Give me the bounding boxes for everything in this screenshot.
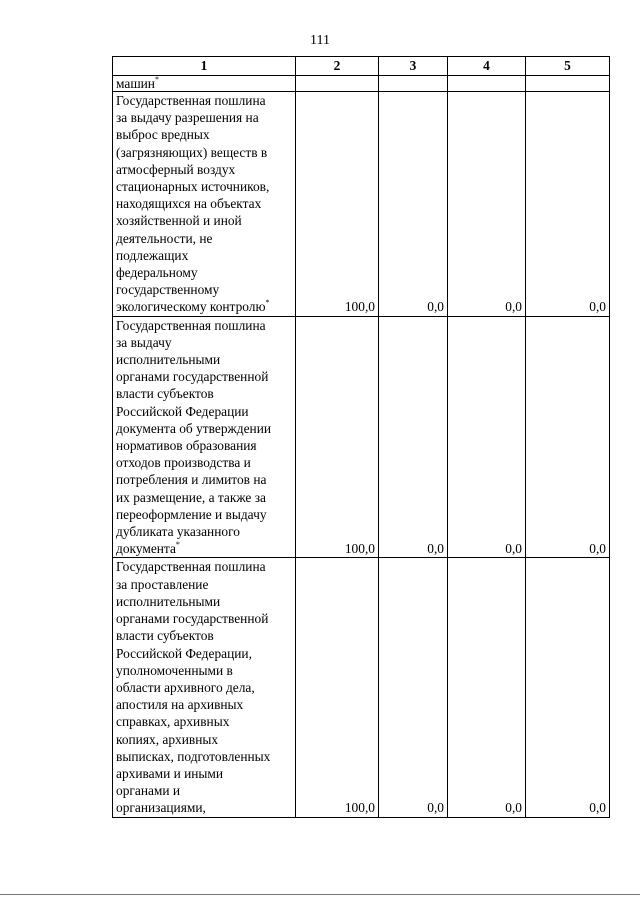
row-name-text: Государственная пошлина за выдачу исполнительными органами государственной власти субъектов Российской Федерации документа об утверждении нормативов образования отходов производства и потребления и лимитов на их размещение, а также за переоформление и выдачу дубликата указанного документа <box>116 317 272 557</box>
column-header-3: 3 <box>379 57 448 76</box>
page-number: 111 <box>310 33 330 48</box>
row-name-text: Государственная пошлина за проставление исполнительными органами государственной власти субъектов Российской Федерации, уполномоченными в области архивного дела, апостиля на архивных справках, архивных копиях, архивных выписках, подготовленных архивами и иными органами и организациями, <box>116 559 271 816</box>
row-name-cell <box>113 316 296 558</box>
row-name-text: машин <box>116 76 155 91</box>
column-header-1: 1 <box>113 57 296 76</box>
value-cell: 100,0 <box>296 316 379 558</box>
row-name-cell <box>113 92 296 317</box>
table-header-row <box>113 57 610 76</box>
table-row <box>113 316 610 558</box>
budget-table <box>112 56 610 818</box>
value-cell: 0,0 <box>526 92 610 317</box>
value-cell <box>296 76 379 92</box>
footnote-marker: * <box>154 74 159 84</box>
bottom-divider <box>0 894 640 895</box>
value-cell: 0,0 <box>448 316 526 558</box>
value-cell: 100,0 <box>296 92 379 317</box>
value-cell: 0,0 <box>448 92 526 317</box>
value-cell: 100,0 <box>296 558 379 817</box>
row-name-text: Государственная пошлина за выдачу разрешения на выброс вредных (загрязняющих) веществ в атмосферный воздух стационарных источников, находящихся на объектах хозяйственной и иной деятельности, не подлежащих федеральному государственному экологическому контролю <box>116 93 270 315</box>
value-cell <box>379 76 448 92</box>
column-header-5: 5 <box>526 57 610 76</box>
value-cell: 0,0 <box>526 558 610 817</box>
row-name-cell <box>113 76 296 92</box>
value-cell <box>448 76 526 92</box>
footnote-marker: * <box>265 297 270 307</box>
table-row <box>113 76 610 92</box>
table-row <box>113 558 610 817</box>
value-cell: 0,0 <box>379 316 448 558</box>
value-cell: 0,0 <box>448 558 526 817</box>
column-header-2: 2 <box>296 57 379 76</box>
row-name-cell <box>113 558 296 817</box>
value-cell: 0,0 <box>379 558 448 817</box>
value-cell <box>526 76 610 92</box>
column-header-4: 4 <box>448 57 526 76</box>
footnote-marker: * <box>175 539 180 549</box>
value-cell: 0,0 <box>526 316 610 558</box>
value-cell: 0,0 <box>379 92 448 317</box>
table-row <box>113 92 610 317</box>
